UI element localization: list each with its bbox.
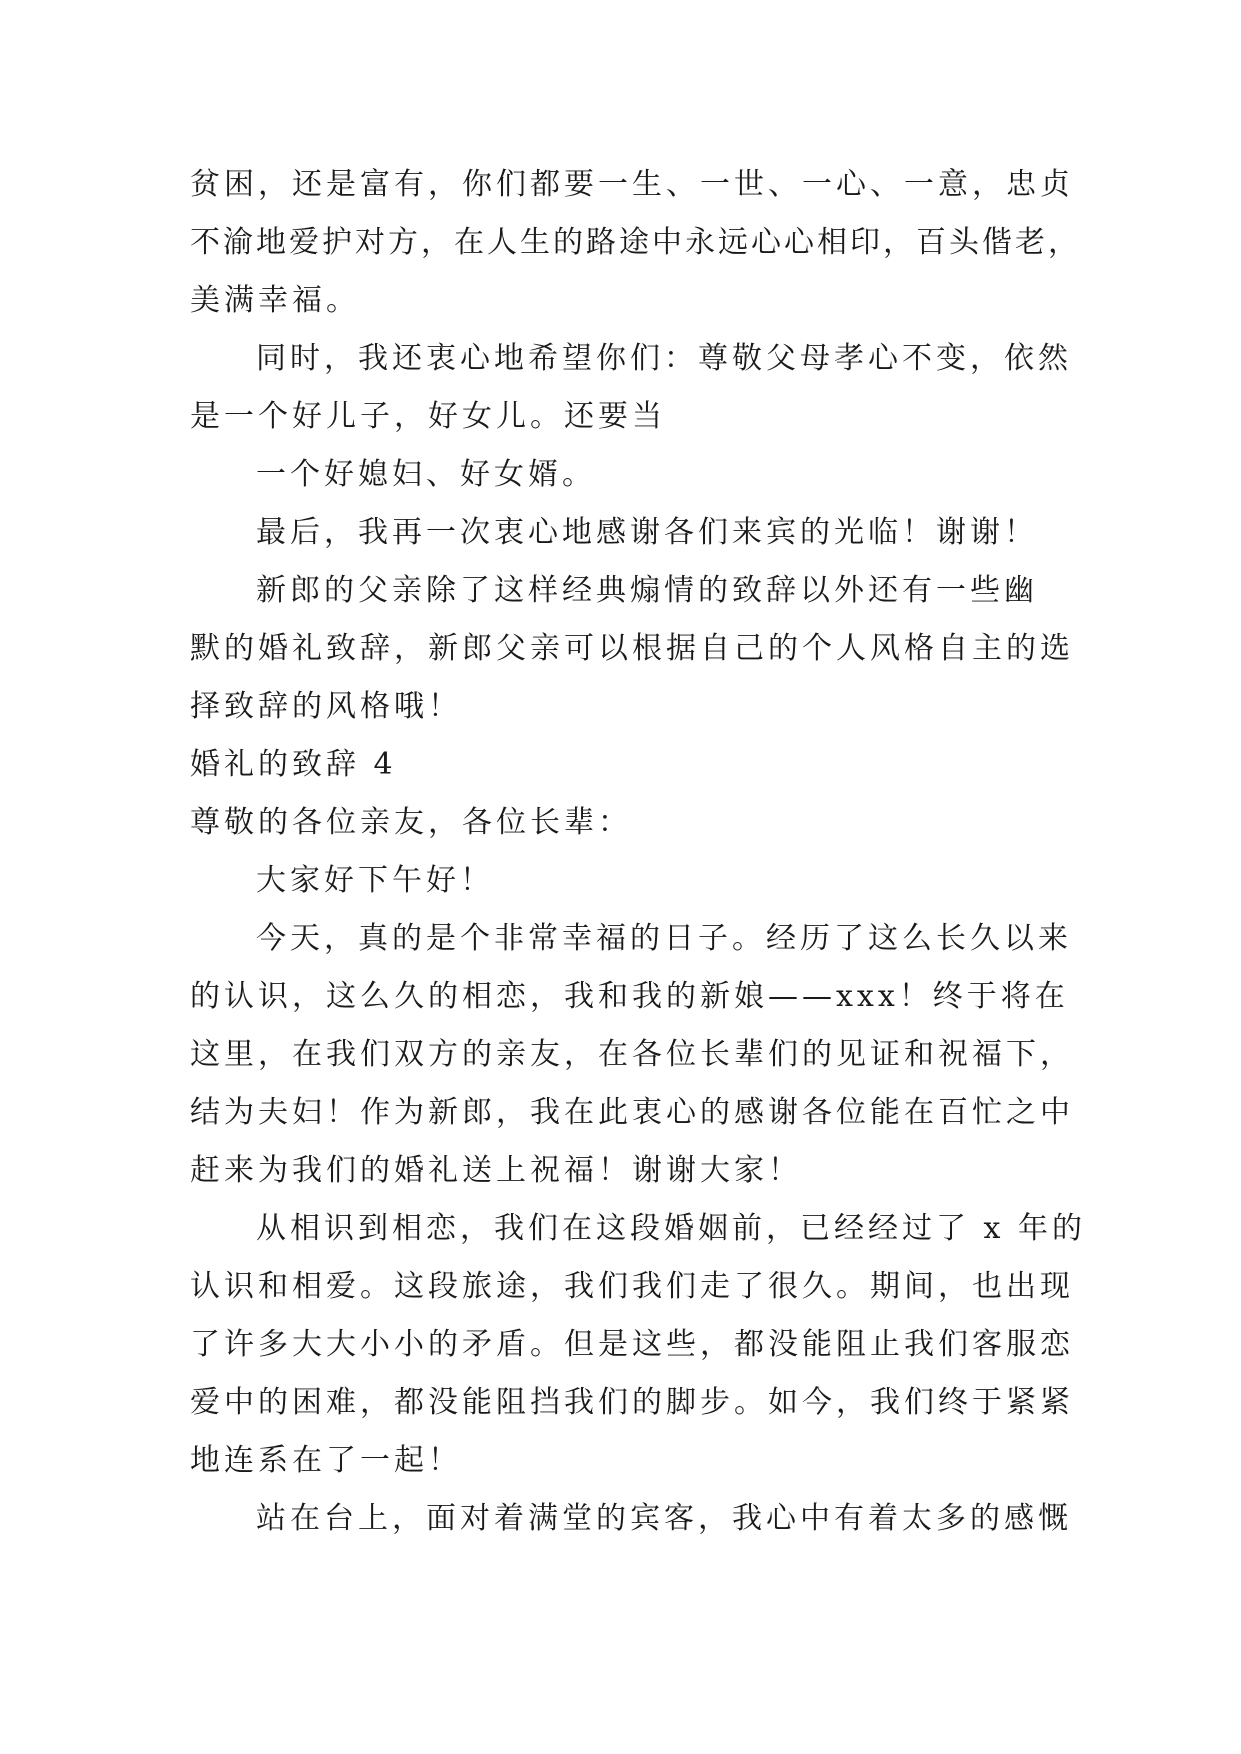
text-line: 默的婚礼致辞，新郎父亲可以根据自己的个人风格自主的选: [190, 631, 1074, 666]
text-line: 大家好下午好！: [256, 863, 494, 898]
text-line: 一个好媳妇、好女婿。: [256, 457, 596, 492]
text-line: 站在台上，面对着满堂的宾客，我心中有着太多的感慨: [256, 1501, 1072, 1536]
text-line: 是一个好儿子，好女儿。还要当: [190, 399, 666, 434]
text-line: 认识和相爱。这段旅途，我们我们走了很久。期间，也出现: [190, 1269, 1074, 1304]
text-line: 结为夫妇！作为新郎，我在此衷心的感谢各位能在百忙之中: [190, 1095, 1074, 1130]
salutation: 尊敬的各位亲友，各位长辈：: [190, 805, 632, 840]
text-line: 从相识到相恋，我们在这段婚姻前，已经经过了 x 年的: [256, 1211, 1086, 1246]
text-line: 择致辞的风格哦！: [190, 689, 462, 724]
section-heading: 婚礼的致辞 4: [190, 747, 397, 782]
text-line: 同时，我还衷心地希望你们：尊敬父母孝心不变，依然: [256, 341, 1072, 376]
text-line: 不渝地爱护对方，在人生的路途中永远心心相印，百头偕老，: [190, 225, 1081, 260]
text-line: 地连系在了一起！: [190, 1443, 462, 1478]
text-line: 贫困，还是富有，你们都要一生、一世、一心、一意，忠贞: [190, 167, 1074, 202]
text-line: 新郎的父亲除了这样经典煽情的致辞以外还有一些幽: [256, 573, 1038, 608]
text-line: 了许多大大小小的矛盾。但是这些，都没能阻止我们客服恋: [190, 1327, 1074, 1362]
text-line: 最后，我再一次衷心地感谢各们来宾的光临！谢谢！: [256, 515, 1038, 550]
text-line: 今天，真的是个非常幸福的日子。经历了这么长久以来: [256, 921, 1072, 956]
text-line: 爱中的困难，都没能阻挡我们的脚步。如今，我们终于紧紧: [190, 1385, 1074, 1420]
text-line: 的认识，这么久的相恋，我和我的新娘——xxx！终于将在: [190, 979, 1069, 1014]
text-line: 赶来为我们的婚礼送上祝福！谢谢大家！: [190, 1153, 802, 1188]
text-line: 这里，在我们双方的亲友，在各位长辈们的见证和祝福下，: [190, 1037, 1074, 1072]
text-line: 美满幸福。: [190, 283, 360, 318]
